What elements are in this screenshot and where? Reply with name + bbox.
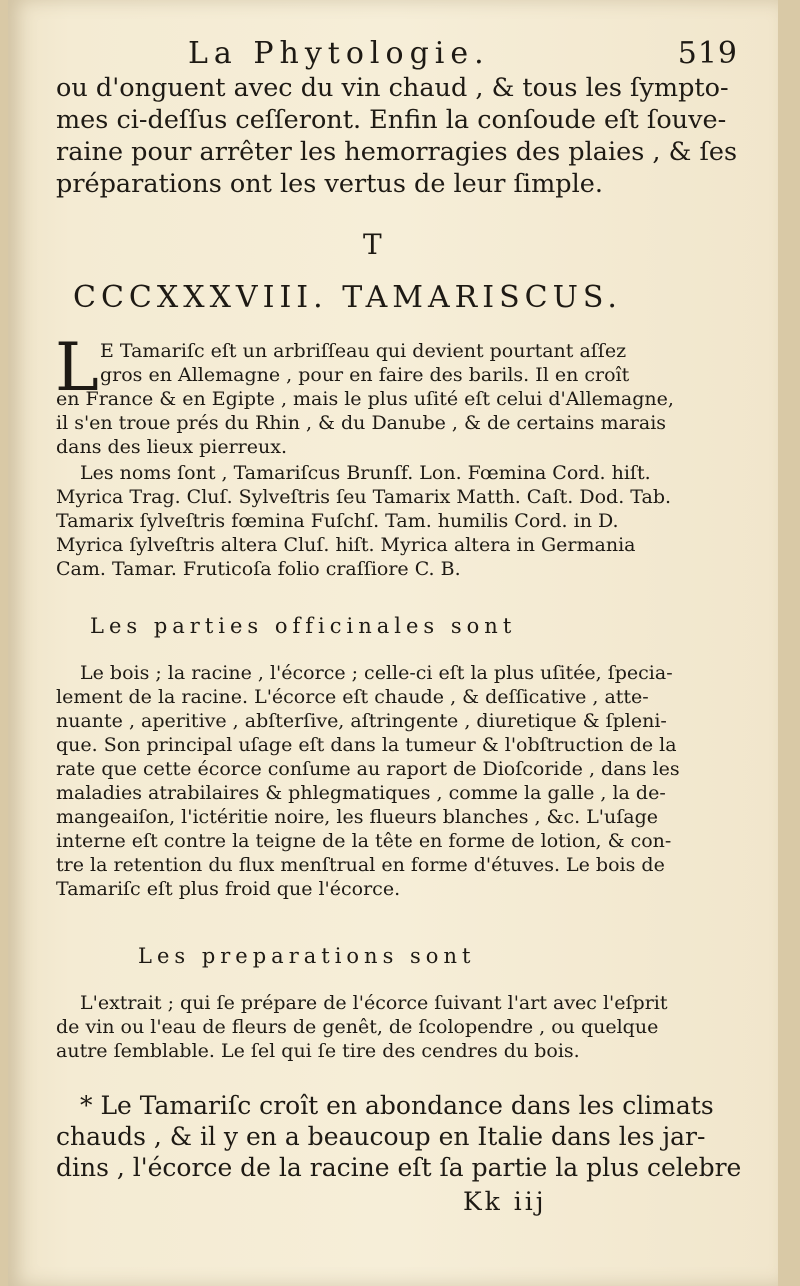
- text-line: que. Son principal uſage eſt dans la tumeur & l'obſtruction de la: [56, 734, 677, 756]
- section-heading: Les preparations sont: [138, 944, 476, 968]
- text-line: il s'en troue prés du Rhin , & du Danube , & de certains marais: [56, 412, 667, 434]
- note-line: chauds , & il y en a beaucoup en Italie dans les jar-: [56, 1122, 706, 1151]
- text-line: tre la retention du flux menſtrual en forme d'étuves. Le bois de: [56, 854, 665, 876]
- book-page: [8, 0, 778, 1286]
- names-line: Les noms ſont , Tamariſcus Brunſf. Lon. Fœmina Cord. hiſt.: [80, 462, 651, 484]
- text-line: dans des lieux pierreux.: [56, 436, 287, 458]
- text-line: mangeaiſon, l'ictéritie noire, les flueurs blanches , &c. L'uſage: [56, 806, 659, 828]
- signature-mark: Kk iij: [463, 1187, 547, 1216]
- text-line: raine pour arrêter les hemorragies des plaies , & ſes: [56, 137, 738, 167]
- text-line: Tamariſc eſt plus froid que l'écorce.: [56, 878, 401, 900]
- text-line: de vin ou l'eau de fleurs de genêt, de ſcolopendre , ou quelque: [56, 1016, 659, 1038]
- text-line: maladies atrabilaires & phlegmatiques , comme la galle , la de-: [56, 782, 666, 804]
- text-line: L'extrait ; qui ſe prépare de l'écorce ſuivant l'art avec l'eſprit: [80, 992, 668, 1014]
- text-line: rate que cette écorce conſume au raport de Dioſcoride , dans les: [56, 758, 680, 780]
- names-line: Tamarix ſylveſtris fœmina Fuſchſ. Tam. humilis Cord. in D.: [56, 510, 619, 532]
- note-line: * Le Tamariſc croît en abondance dans les climats: [80, 1091, 714, 1120]
- page-number: 519: [677, 36, 738, 71]
- text-line: mes ci-deſſus ceſſeront. Enfin la conſoude eſt ſouve-: [56, 105, 727, 135]
- note-line: dins , l'écorce de la racine eſt ſa partie la plus celebre: [56, 1153, 742, 1182]
- text-line: ou d'onguent avec du vin chaud , & tous les ſympto-: [56, 73, 729, 103]
- names-line: Myrica ſylveſtris altera Cluſ. hiſt. Myrica altera in Germania: [56, 534, 636, 556]
- text-line: interne eſt contre la teigne de la tête en forme de lotion, & con-: [56, 830, 672, 852]
- names-line: Myrica Trag. Cluſ. Sylveſtris ſeu Tamarix Matth. Caſt. Dod. Tab.: [56, 486, 672, 508]
- drop-cap: L: [55, 329, 99, 406]
- text-line: nuante , aperitive , abſterſive, aſtringente , diuretique & ſpleni-: [56, 710, 667, 732]
- text-line: préparations ont les vertus de leur ſimple.: [56, 169, 603, 199]
- section-letter: T: [363, 228, 382, 261]
- text-line: lement de la racine. L'écorce eſt chaude , & deſſicative , atte-: [56, 686, 649, 708]
- text-line: autre ſemblable. Le ſel qui ſe tire des cendres du bois.: [56, 1040, 580, 1062]
- text-line: Le bois ; la racine , l'écorce ; celle-ci eſt la plus uſitée, ſpecia-: [80, 662, 673, 684]
- chapter-title: CCCXXXVIII. TAMARISCUS.: [73, 280, 622, 315]
- names-line: Cam. Tamar. Fruticoſa folio craſſiore C. B.: [56, 558, 461, 580]
- section-heading: Les parties officinales sont: [90, 614, 517, 638]
- running-title: La Phytologie.: [188, 36, 490, 71]
- text-line: E Tamariſc eſt un arbriſſeau qui devient pourtant aſſez: [100, 340, 627, 362]
- text-line: en France & en Egipte , mais le plus uſité eſt celui d'Allemagne,: [56, 388, 674, 410]
- text-line: gros en Allemagne , pour en faire des barils. Il en croît: [100, 364, 630, 386]
